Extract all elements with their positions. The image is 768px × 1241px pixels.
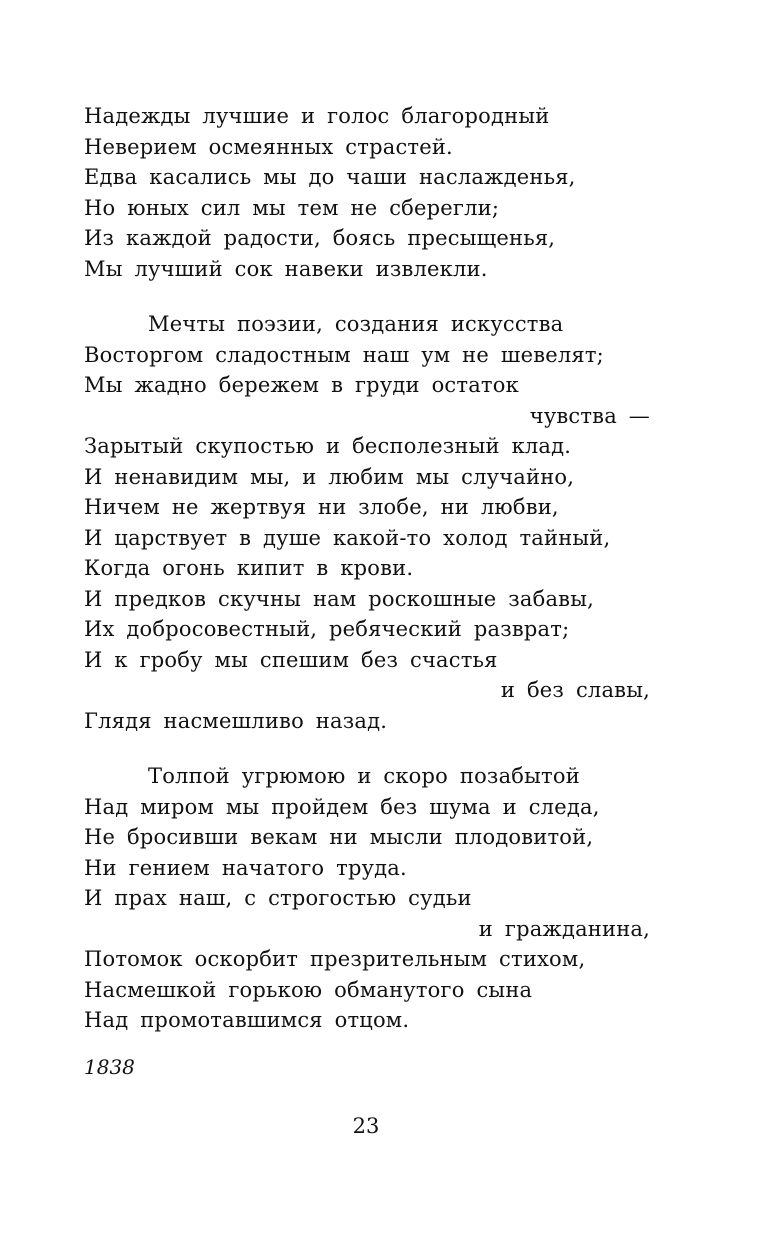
poem-line: И царствует в душе какой-то холод тайный, (84, 525, 611, 550)
poem-line: Мы жадно бережем в груди остаток (84, 373, 519, 397)
poem-line: Восторгом сладостным наш ум не шевелят; (84, 342, 604, 367)
poem-text (84, 101, 650, 1036)
poem-year: 1838 (84, 1055, 135, 1079)
poem-line: И к гробу мы спешим без счастья (84, 647, 498, 672)
poem-line: Неверием осмеянных страстей. (84, 134, 453, 159)
poem-line: Мечты поэзии, создания искусства (148, 312, 564, 336)
poem-line: Над промотавшимся отцом. (84, 1008, 410, 1032)
stanza-1 (84, 101, 650, 284)
poem-line: Не бросивши векам ни мысли плодовитой, (84, 825, 594, 849)
stanza-3 (84, 761, 650, 1036)
poem-line: Но юных сил мы тем не сберегли; (84, 195, 500, 220)
poem-line: Из каждой радости, боясь пресыщенья, (84, 226, 556, 250)
poem-line: И предков скучны нам роскошные забавы, (84, 586, 594, 611)
poem-line-continuation: чувства — (529, 403, 650, 428)
poem-line: Ни гением начатого труда. (84, 855, 407, 880)
stanza-2 (84, 309, 650, 736)
poem-line: Их добросовестный, ребяческий разврат; (84, 617, 570, 641)
poem-line: Потомок оскорбит презрительным стихом, (84, 947, 586, 971)
poem-line: И ненавидим мы, и любим мы случайно, (84, 464, 575, 489)
poem-line: Мы лучший сок навеки извлекли. (84, 256, 488, 281)
poem-line: Едва касались мы до чаши наслажденья, (84, 165, 576, 189)
poem-line: Ничем не жертвуя ни злобе, ни любви, (84, 495, 559, 519)
poem-line: Когда огонь кипит в крови. (84, 556, 414, 580)
stanza-gap (84, 284, 650, 309)
page-number: 23 (352, 1114, 380, 1138)
poem-line-continuation: и гражданина, (478, 916, 650, 941)
stanza-gap (84, 736, 650, 761)
poem-line: Насмешкой горькою обманутого сына (84, 977, 533, 1002)
poem-line: И прах наш, с строгостью судьи (84, 886, 472, 910)
poem-line: Надежды лучшие и голос благородный (84, 104, 550, 128)
poem-line: Толпой угрюмою и скоро позабытой (148, 764, 580, 788)
poem-line: Зарытый скупостью и бесполезный клад. (84, 434, 572, 458)
poem-line: Над миром мы пройдем без шума и следа, (84, 794, 600, 819)
poem-line-continuation: и без славы, (500, 678, 650, 702)
poem-line: Глядя насмешливо назад. (84, 708, 388, 733)
